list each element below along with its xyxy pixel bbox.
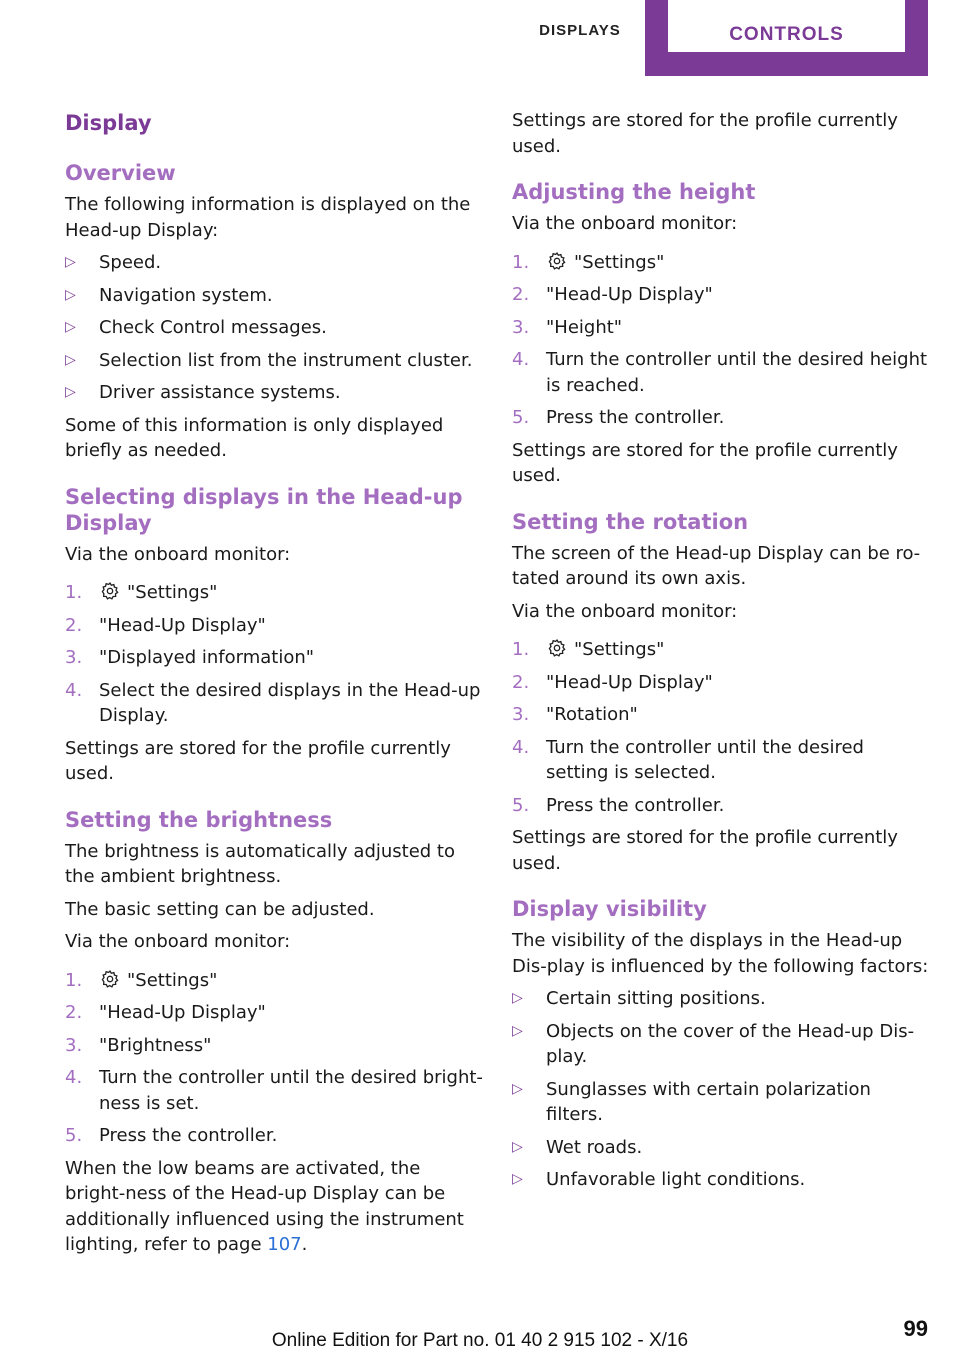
step-item: 4. Select the desired displays in the Head-up Display. — [65, 679, 481, 726]
rotation-carryover-note: Settings are stored for the profile currently used. — [512, 110, 898, 157]
step-item: 3. "Brightness" — [65, 1034, 212, 1056]
brightness-intro: Via the onboard monitor: — [65, 931, 291, 952]
rotation-note: Settings are stored for the profile currently used. — [512, 827, 898, 874]
brightness-p1: The brightness is automatically adjusted to the ambient brightness. — [65, 840, 456, 887]
list-item: ▷ Speed. — [65, 250, 483, 276]
step-item: 2. "Head-Up Display" — [65, 1002, 266, 1023]
step-item: 4. Turn the controller until the desired setting is selected. — [512, 736, 864, 783]
bullet-triangle-icon: ▷ — [65, 254, 76, 270]
step-item: 3. "Displayed information" — [65, 647, 315, 668]
brightness-p2: The basic setting can be adjusted. — [65, 898, 375, 920]
step-item: 1. "Settings" — [512, 251, 665, 273]
selecting-intro: Via the onboard monitor: — [65, 543, 291, 565]
bullet-triangle-icon: ▷ — [512, 1022, 523, 1039]
step-item: 3. "Height" — [512, 316, 623, 338]
bullet-triangle-icon: ▷ — [512, 990, 523, 1006]
rotation-intro: Via the onboard monitor: — [512, 600, 738, 622]
bullet-triangle-icon: ▷ — [512, 1171, 523, 1187]
list-item: ▷ Unfavorable light conditions. — [512, 1167, 930, 1193]
step-item: 2. "Head-Up Display" — [65, 614, 266, 636]
rotation-p1: The screen of the Head-up Display can be ro‐tated around its own axis. — [512, 542, 921, 589]
settings-gear-icon — [99, 581, 121, 601]
heading-selecting-displays: Selecting displays in the Head-up Display — [65, 484, 463, 535]
step-item: 5. Press the controller. — [512, 407, 725, 428]
bullet-triangle-icon: ▷ — [65, 384, 76, 400]
step-item: 3. "Rotation" — [512, 704, 638, 725]
settings-gear-icon — [546, 638, 568, 658]
heading-setting-rotation: Setting the rotation — [512, 509, 749, 534]
list-item: ▷ Wet roads. — [512, 1135, 930, 1161]
selecting-steps — [65, 580, 483, 729]
rotation-steps — [512, 637, 930, 818]
bullet-triangle-icon: ▷ — [512, 1138, 523, 1155]
page-number: 99 — [903, 1316, 928, 1341]
bullet-triangle-icon: ▷ — [65, 286, 76, 303]
step-item: 1. "Settings" — [512, 639, 665, 660]
list-item: ▷ Check Control messages. — [65, 315, 483, 341]
selecting-note: Settings are stored for the profile currently used. — [65, 737, 451, 784]
step-item: 1. "Settings" — [65, 582, 218, 603]
step-item: 2. "Head-Up Display" — [512, 284, 713, 305]
step-item: 5. Press the controller. — [65, 1125, 278, 1146]
list-item: ▷ Sunglasses with certain polarization filters. — [512, 1078, 871, 1125]
page-title: Display — [65, 111, 152, 135]
settings-gear-icon — [546, 251, 568, 271]
brightness-steps — [65, 968, 483, 1149]
heading-adjusting-height: Adjusting the height — [512, 180, 756, 204]
heading-display-visibility: Display visibility — [512, 897, 707, 921]
right-column — [512, 108, 930, 1200]
heading-brightness: Setting the brightness — [65, 807, 333, 832]
settings-gear-icon — [99, 969, 121, 989]
visibility-intro: The visibility of the displays in the Head-up Dis‐play is influenced by the following factors: — [512, 930, 929, 977]
height-note: Settings are stored for the profile currently used. — [512, 439, 898, 486]
list-item: ▷ Navigation system. — [65, 283, 483, 309]
heading-overview: Overview — [65, 161, 176, 185]
step-item: 5. Press the controller. — [512, 794, 725, 816]
bullet-triangle-icon: ▷ — [65, 351, 76, 368]
chapter-tab-controls[interactable]: CONTROLS — [668, 0, 905, 52]
chapter-tab-frame — [645, 0, 928, 76]
bullet-triangle-icon: ▷ — [512, 1080, 523, 1097]
overview-list — [65, 250, 483, 406]
overview-intro: The following information is displayed on the Head-up Display: — [65, 194, 471, 241]
overview-note: Some of this information is only displayed briefly as needed. — [65, 414, 444, 461]
bullet-triangle-icon: ▷ — [65, 319, 76, 335]
brightness-note: When the low beams are activated, the bright‐ness of the Head-up Display can be additionally influenced using the instrument lighting, refer to page 107. — [65, 1157, 464, 1255]
header-tabs — [0, 0, 960, 76]
page-reference-link[interactable]: 107 — [267, 1234, 302, 1255]
height-intro: Via the onboard monitor: — [512, 213, 738, 234]
list-item: ▷ Selection list from the instrument cluster. — [65, 348, 483, 374]
list-item: ▷ Driver assistance systems. — [65, 380, 483, 406]
edition-footer: Online Edition for Part no. 01 40 2 915 102 - X/16 — [271, 1330, 689, 1351]
list-item: ▷ Certain sitting positions. — [512, 986, 930, 1012]
step-item: 2. "Head-Up Display" — [512, 671, 713, 693]
step-item: 1. "Settings" — [65, 969, 218, 991]
list-item: ▷ Objects on the cover of the Head-up Dis‐play. — [512, 1020, 915, 1067]
step-item: 4. Turn the controller until the desired height is reached. — [512, 349, 928, 396]
visibility-list — [512, 986, 930, 1193]
height-steps — [512, 250, 930, 431]
left-column — [65, 108, 483, 1265]
section-tab-displays[interactable]: DISPLAYS — [539, 22, 621, 39]
step-item: 4. Turn the controller until the desired bright‐ness is set. — [65, 1067, 483, 1114]
